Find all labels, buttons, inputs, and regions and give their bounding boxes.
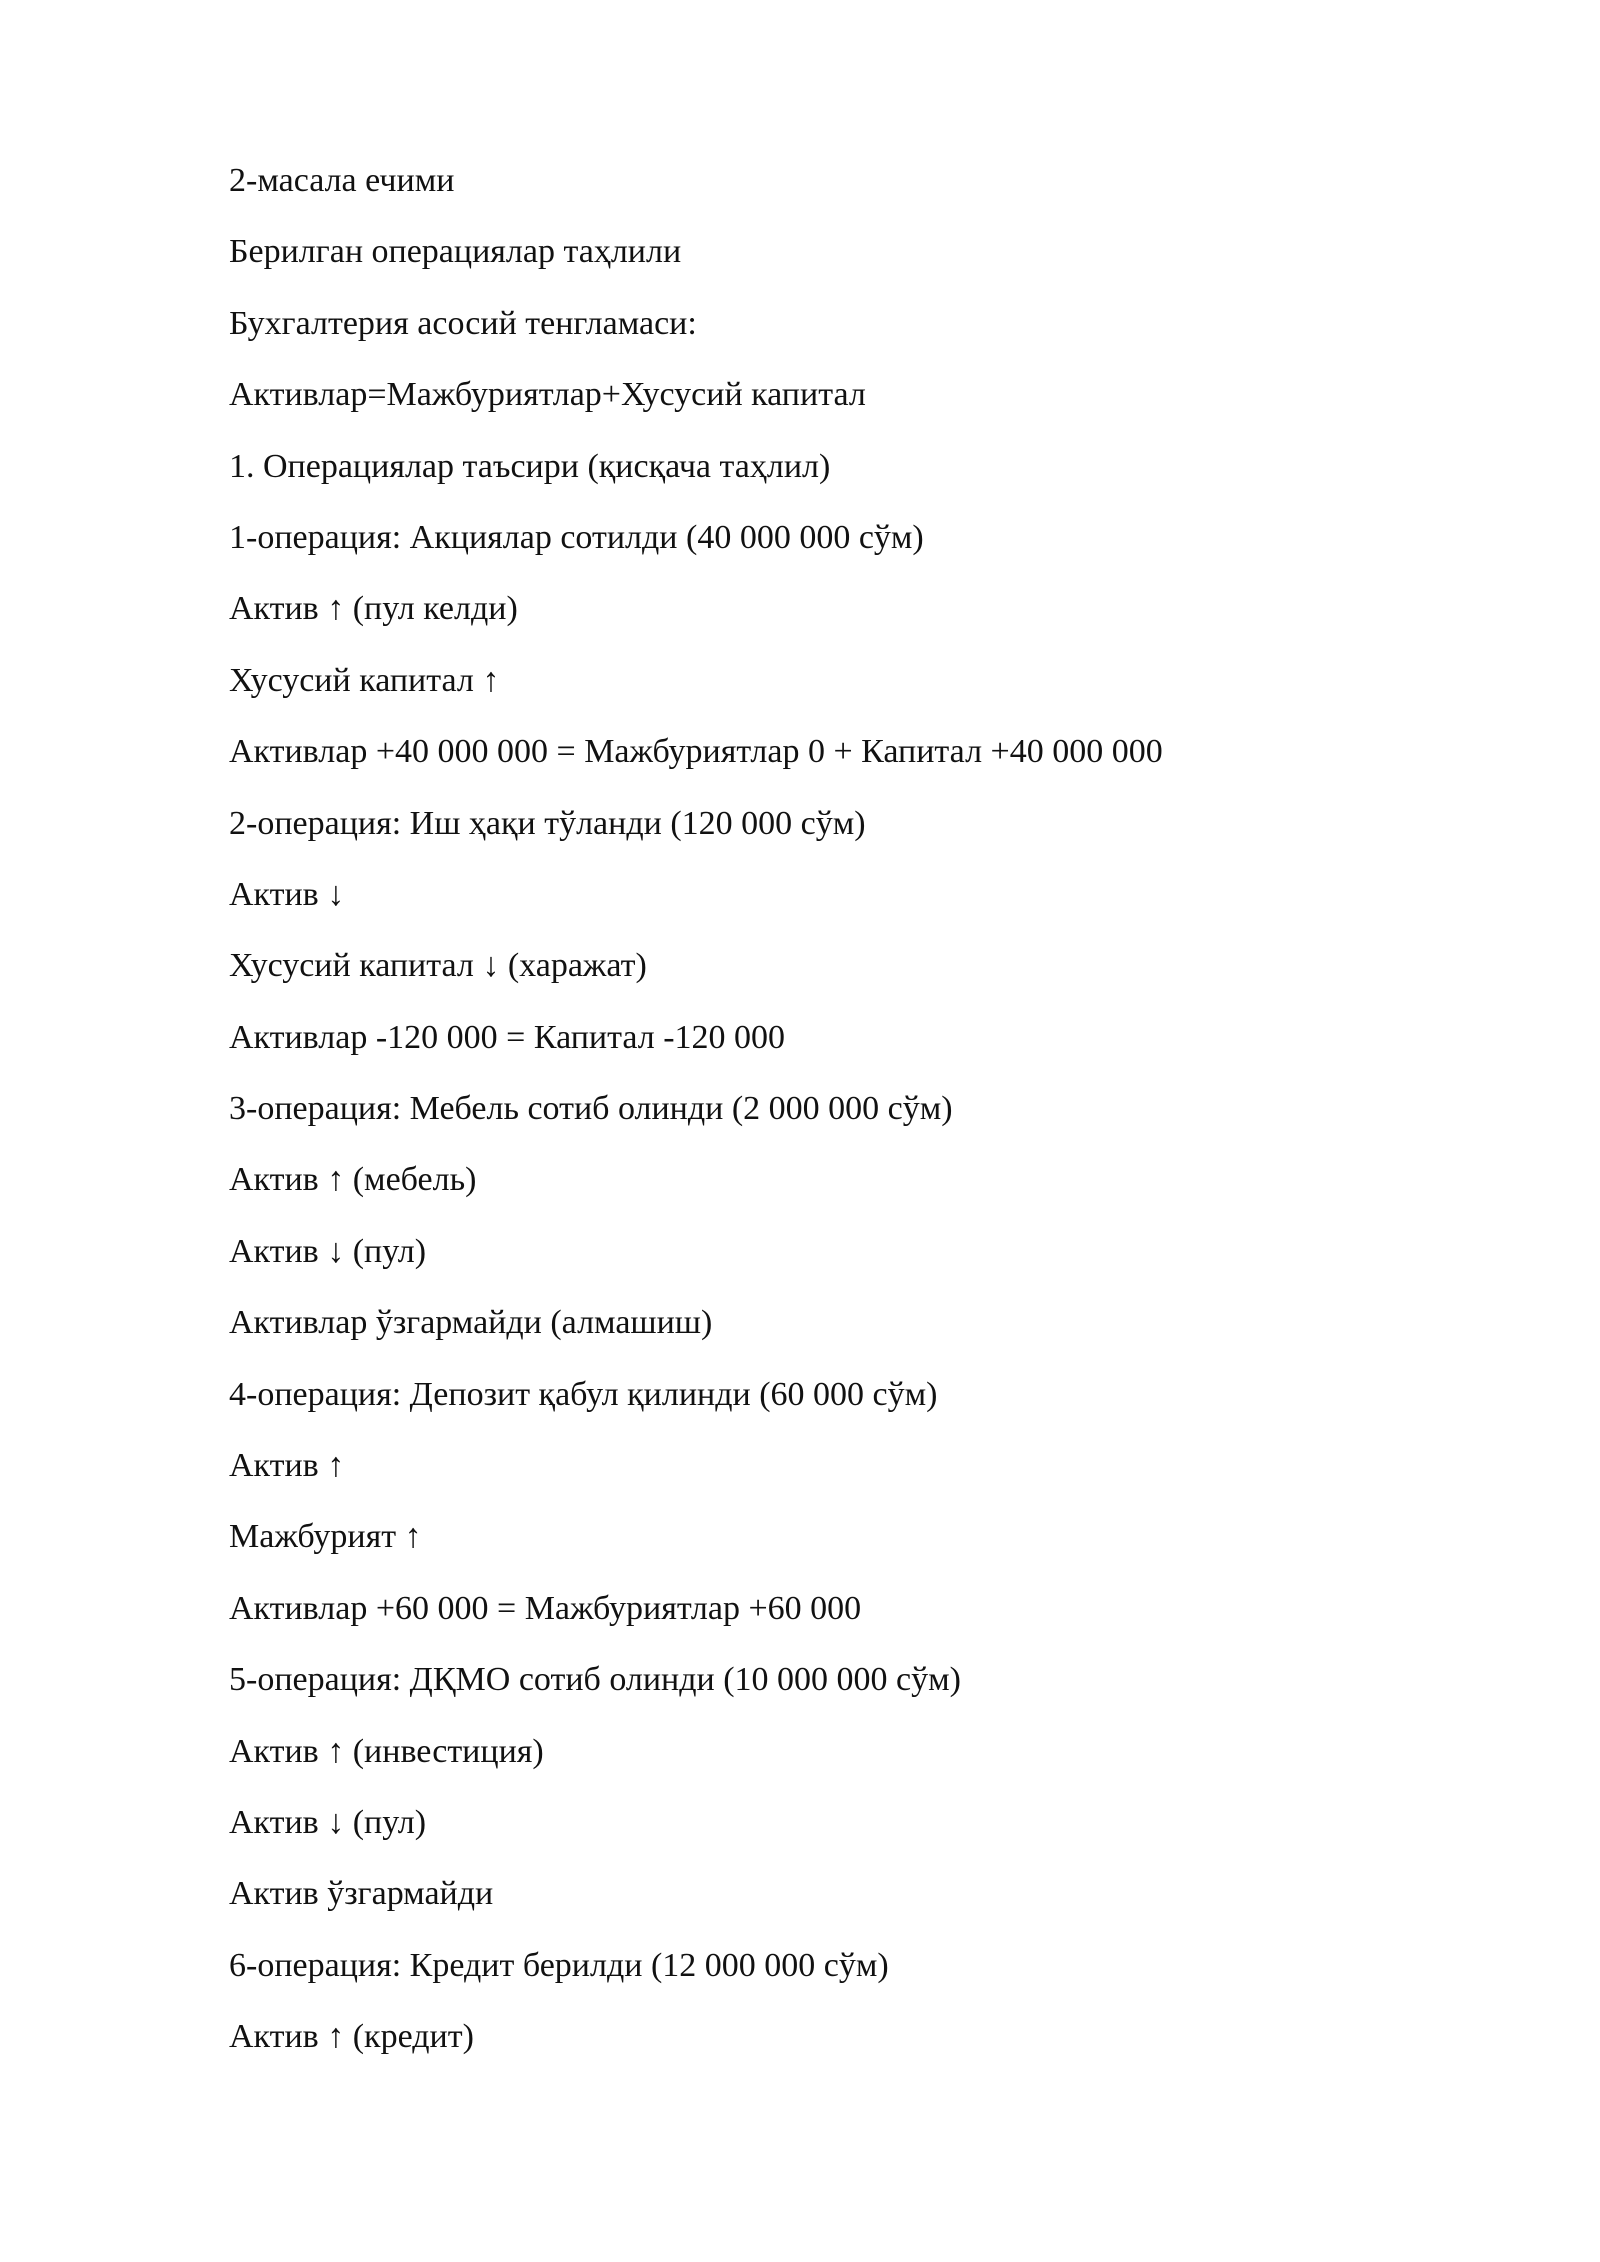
text-line: Актив ↑ (инвестиция) [229, 1732, 544, 1770]
section-heading: 1. Операциялар таъсири (қисқача таҳлил) [229, 447, 831, 485]
operation-2-title: 2-операция: Иш ҳақи тўланди (120 000 сўм) [229, 804, 866, 842]
operation-6-title: 6-операция: Кредит берилди (12 000 000 сўм) [229, 1946, 889, 1984]
text-line: Актив ↓ (пул) [229, 1232, 427, 1270]
equation-line: Активлар +60 000 = Мажбуриятлар +60 000 [229, 1589, 862, 1627]
operation-3-title: 3-операция: Мебель сотиб олинди (2 000 000 сўм) [229, 1090, 953, 1128]
text-line: Бухгалтерия асосий тенгламаси: [229, 304, 697, 342]
operation-1-title: 1-операция: Акциялар сотилди (40 000 000 сўм) [229, 518, 924, 556]
text-line: Актив ↑ [229, 1447, 345, 1485]
equation-line: Активлар +40 000 000 = Мажбуриятлар 0 + Капитал +40 000 000 [229, 733, 1163, 771]
text-line: Актив ↓ (пул) [229, 1803, 427, 1841]
operation-4-title: 4-операция: Депозит қабул қилинди (60 000 сўм) [229, 1375, 938, 1413]
operation-5-title: 5-операция: ДҚМО сотиб олинди (10 000 000 сўм) [229, 1661, 961, 1699]
text-line: Мажбурият ↑ [229, 1518, 422, 1556]
heading-solution: 2-масала ечими [229, 162, 455, 199]
text-line: Актив ↑ (пул келди) [229, 590, 518, 628]
text-line: Актив ↑ (кредит) [229, 2018, 474, 2056]
equation-line: Активлар=Мажбуриятлар+Хусусий капитал [229, 376, 866, 414]
equation-line: Активлар -120 000 = Капитал -120 000 [229, 1018, 786, 1056]
text-line: Актив ↓ [229, 875, 345, 913]
subheading-analysis: Берилган операциялар таҳлили [229, 233, 682, 271]
text-line: Актив ўзгармайди [229, 1875, 494, 1913]
document-body [229, 145, 1479, 2073]
text-line: Хусусий капитал ↑ [229, 661, 500, 699]
text-line: Хусусий капитал ↓ (харажат) [229, 947, 647, 985]
text-line: Активлар ўзгармайди (алмашиш) [229, 1304, 713, 1342]
text-line: Актив ↑ (мебель) [229, 1161, 477, 1199]
